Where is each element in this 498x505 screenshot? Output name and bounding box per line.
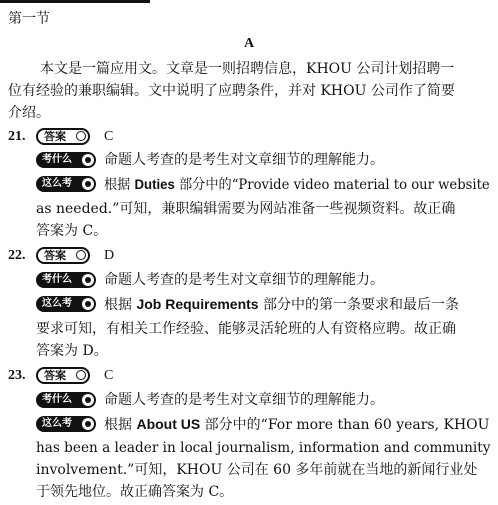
dot-icon bbox=[82, 394, 94, 406]
how-line: 根据 Duties 部分中的“Provide video material to our website bbox=[104, 176, 490, 193]
how-line: 答案为 D。 bbox=[36, 343, 108, 359]
top-rule bbox=[0, 0, 150, 3]
intro-line: 位有经验的兼职编辑。文中说明了应聘条件，并对 KHOU 公司作了简要 bbox=[8, 83, 455, 99]
answer-badge bbox=[36, 247, 90, 264]
what-badge-label: 考什么 bbox=[42, 394, 72, 405]
how-badge bbox=[36, 416, 96, 432]
answer-value: C bbox=[104, 368, 114, 383]
answer-value: C bbox=[104, 129, 114, 144]
how-line: involvement.”可知，KHOU 公司在 60 多年前就在当地的新闻行业处 bbox=[36, 462, 478, 478]
part-letter: A bbox=[243, 36, 255, 51]
what-badge-label: 考什么 bbox=[42, 154, 72, 165]
answer-badge-label: 答案 bbox=[44, 369, 66, 382]
dot-icon bbox=[82, 274, 94, 286]
how-line: as needed.”可知，兼职编辑需要为网站准备一些视频资料。故正确 bbox=[36, 201, 456, 217]
dot-icon bbox=[82, 154, 94, 166]
what-text: 命题人考查的是考生对文章细节的理解能力。 bbox=[104, 392, 384, 408]
answer-badge bbox=[36, 367, 90, 384]
dot-icon bbox=[82, 298, 94, 310]
what-badge-label: 考什么 bbox=[42, 274, 72, 285]
how-badge-label: 这么考 bbox=[42, 418, 72, 429]
what-text: 命题人考查的是考生对文章细节的理解能力。 bbox=[104, 272, 384, 288]
what-badge bbox=[36, 392, 96, 408]
how-line: 根据 Job Requirements 部分中的第一条要求和最后一条 bbox=[104, 296, 460, 313]
how-badge-label: 这么考 bbox=[42, 298, 72, 309]
what-text: 命题人考查的是考生对文章细节的理解能力。 bbox=[104, 152, 384, 168]
dot-icon bbox=[82, 178, 94, 190]
smiley-icon bbox=[76, 131, 86, 141]
intro-line: 本文是一篇应用文。文章是一则招聘信息，KHOU 公司计划招聘一 bbox=[40, 61, 455, 77]
answer-badge-label: 答案 bbox=[44, 249, 66, 262]
intro-line: 介绍。 bbox=[8, 105, 50, 121]
how-badge bbox=[36, 296, 96, 312]
what-badge bbox=[36, 272, 96, 288]
how-badge bbox=[36, 176, 96, 192]
how-line: has been a leader in local journalism, information and community bbox=[36, 440, 491, 456]
answer-value: D bbox=[104, 248, 115, 263]
how-badge-label: 这么考 bbox=[42, 178, 72, 189]
smiley-icon bbox=[76, 370, 86, 380]
what-badge bbox=[36, 152, 96, 168]
question-number: 21. bbox=[8, 129, 26, 144]
dot-icon bbox=[82, 418, 94, 430]
answer-badge bbox=[36, 128, 90, 145]
section-title: 第一节 bbox=[8, 11, 50, 27]
how-line: 根据 About US 部分中的“For more than 60 years, KHOU bbox=[104, 416, 490, 433]
how-line: 于领先地位。故正确答案为 C。 bbox=[36, 484, 234, 500]
question-number: 23. bbox=[8, 368, 26, 383]
how-line: 答案为 C。 bbox=[36, 223, 108, 239]
how-line: 要求可知，有相关工作经验、能够灵活轮班的人有资格应聘。故正确 bbox=[36, 321, 456, 337]
answer-badge-label: 答案 bbox=[44, 130, 66, 143]
smiley-icon bbox=[76, 250, 86, 260]
question-number: 22. bbox=[8, 248, 26, 263]
